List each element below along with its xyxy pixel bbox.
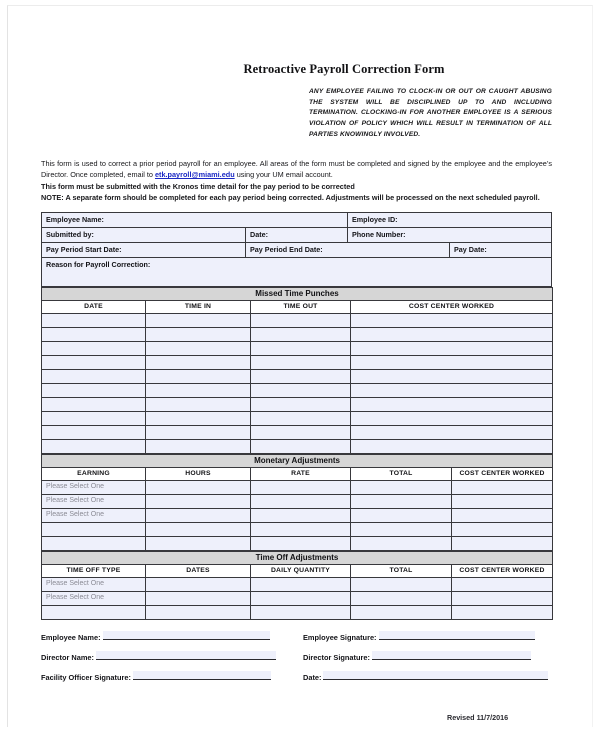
phone-number-field[interactable] xyxy=(348,227,552,242)
cell-time-in[interactable] xyxy=(146,425,251,439)
table-row xyxy=(42,313,553,327)
pay-period-start-field[interactable] xyxy=(42,242,246,257)
employee-info-table xyxy=(41,212,552,287)
cell-cost-center[interactable] xyxy=(452,508,553,522)
cell-cost-center[interactable] xyxy=(452,591,553,605)
signature-block xyxy=(41,631,552,682)
director-name-rule[interactable] xyxy=(96,651,276,660)
info-row-reason xyxy=(42,257,552,286)
table-row xyxy=(42,383,553,397)
cell-cost-center[interactable] xyxy=(351,383,553,397)
missed-time-punches-table xyxy=(41,287,553,454)
cell-cost-center[interactable] xyxy=(351,411,553,425)
cell-daily-quantity[interactable] xyxy=(251,591,351,605)
signature-row-2 xyxy=(41,651,552,662)
date-label: Date: xyxy=(250,229,268,239)
cell-date[interactable] xyxy=(42,439,146,453)
time-off-adjustments-title: Time Off Adjustments xyxy=(255,552,339,562)
cell-time-in[interactable] xyxy=(146,397,251,411)
monetary-adjustments-band-cell xyxy=(42,454,553,467)
signature-row-1 xyxy=(41,631,552,642)
director-signature-label: Director Signature: xyxy=(303,652,370,662)
col-cost-center xyxy=(351,300,553,313)
earning-select-value: Please Select One xyxy=(46,482,104,490)
cell-rate[interactable] xyxy=(251,480,351,494)
employee-name-signature-label: Employee Name: xyxy=(41,632,101,642)
table-row xyxy=(42,411,553,425)
cell-total[interactable] xyxy=(351,536,452,550)
cell-date[interactable] xyxy=(42,383,146,397)
cell-total[interactable] xyxy=(351,577,452,591)
cell-cost-center[interactable] xyxy=(351,369,553,383)
table-row xyxy=(42,522,553,536)
intro-line-2: This form must be submitted with the Kronos time detail for the pay period to be corrected xyxy=(41,181,355,191)
cell-time-in[interactable] xyxy=(146,313,251,327)
col-rate-label: RATE xyxy=(291,469,310,477)
col-earning xyxy=(42,467,146,480)
cell-date[interactable] xyxy=(42,397,146,411)
reason-field[interactable] xyxy=(42,257,552,286)
table-row xyxy=(42,341,553,355)
employee-name-label: Employee Name: xyxy=(46,214,104,224)
date-field[interactable] xyxy=(246,227,348,242)
cell-time-in[interactable] xyxy=(146,411,251,425)
cell-cost-center[interactable] xyxy=(351,327,553,341)
facility-officer-signature-label: Facility Officer Signature: xyxy=(41,672,131,682)
employee-name-signature-field[interactable] xyxy=(41,631,303,642)
time-off-adjustments-table xyxy=(41,551,553,620)
intro-line-3: NOTE: A separate form should be completed for each pay period being corrected. Adjustments will be processed on the next scheduled payroll. xyxy=(41,192,540,202)
cell-date[interactable] xyxy=(42,341,146,355)
time-off-type-select[interactable] xyxy=(42,577,146,591)
employee-id-label: Employee ID: xyxy=(352,214,398,224)
col-hours xyxy=(146,467,251,480)
cell-cost-center[interactable] xyxy=(452,605,553,619)
cell-date[interactable] xyxy=(42,425,146,439)
table-row xyxy=(42,369,553,383)
cell-time-out[interactable] xyxy=(251,411,351,425)
col-time-off-type-label: TIME OFF TYPE xyxy=(66,566,121,574)
intro-line-1-part-b: using your UM email account. xyxy=(234,170,333,180)
facility-officer-signature-rule[interactable] xyxy=(133,671,271,680)
cell-hours[interactable] xyxy=(146,508,251,522)
cell-dates[interactable] xyxy=(146,577,251,591)
cell-time-out[interactable] xyxy=(251,327,351,341)
col-time-out xyxy=(251,300,351,313)
info-row-submitted xyxy=(42,227,552,242)
cell-cost-center[interactable] xyxy=(351,397,553,411)
table-row xyxy=(42,327,553,341)
col-total xyxy=(351,564,452,577)
cell-cost-center[interactable] xyxy=(351,313,553,327)
submitted-by-field[interactable] xyxy=(42,227,246,242)
table-row xyxy=(42,439,553,453)
phone-number-label: Phone Number: xyxy=(352,229,406,239)
col-daily-quantity xyxy=(251,564,351,577)
pay-date-field[interactable] xyxy=(450,242,552,257)
pay-date-label: Pay Date: xyxy=(454,244,487,254)
col-total-label: TOTAL xyxy=(389,469,413,477)
col-time-out-label: TIME OUT xyxy=(283,302,318,310)
col-dates xyxy=(146,564,251,577)
cell-time-out[interactable] xyxy=(251,341,351,355)
col-time-off-type xyxy=(42,564,146,577)
cell-time-in[interactable] xyxy=(146,439,251,453)
table-row xyxy=(42,605,553,619)
monetary-adjustments-header-row xyxy=(42,467,553,480)
col-dates-label: DATES xyxy=(186,566,210,574)
cell-time-out[interactable] xyxy=(251,383,351,397)
missed-time-punches-header-row xyxy=(42,300,553,313)
cell-time-in[interactable] xyxy=(146,341,251,355)
col-earning-label: EARNING xyxy=(77,469,110,477)
cell-date[interactable] xyxy=(42,355,146,369)
table-row xyxy=(42,508,553,522)
earning-select[interactable] xyxy=(42,480,146,494)
cell-hours[interactable] xyxy=(146,522,251,536)
cell-time-in[interactable] xyxy=(146,355,251,369)
employee-signature-rule[interactable] xyxy=(379,631,535,640)
col-rate xyxy=(251,467,351,480)
cell-time-in[interactable] xyxy=(146,383,251,397)
pay-period-start-label: Pay Period Start Date: xyxy=(46,244,122,254)
info-row-pay-period xyxy=(42,242,552,257)
cell-time-out[interactable] xyxy=(251,313,351,327)
cell-time-out[interactable] xyxy=(251,397,351,411)
cell-time-off-type[interactable] xyxy=(42,605,146,619)
cell-daily-quantity[interactable] xyxy=(251,577,351,591)
cell-total[interactable] xyxy=(351,480,452,494)
cell-rate[interactable] xyxy=(251,508,351,522)
col-total-label: TOTAL xyxy=(389,566,413,574)
signature-date-field[interactable] xyxy=(303,671,552,682)
col-time-in-label: TIME IN xyxy=(184,302,212,310)
missed-time-punches-band-cell xyxy=(42,287,553,300)
col-date xyxy=(42,300,146,313)
col-total xyxy=(351,467,452,480)
time-off-type-select-value: Please Select One xyxy=(46,579,104,587)
pay-period-end-label: Pay Period End Date: xyxy=(250,244,323,254)
cell-total[interactable] xyxy=(351,522,452,536)
cell-time-out[interactable] xyxy=(251,369,351,383)
col-cost-center xyxy=(452,467,553,480)
employee-name-signature-rule[interactable] xyxy=(103,631,270,640)
table-row xyxy=(42,577,553,591)
cell-dates[interactable] xyxy=(146,605,251,619)
table-row xyxy=(42,425,553,439)
time-off-type-select[interactable] xyxy=(42,591,146,605)
cell-cost-center[interactable] xyxy=(351,439,553,453)
table-row xyxy=(42,494,553,508)
cell-hours[interactable] xyxy=(146,536,251,550)
intro-paragraph xyxy=(41,158,552,202)
cell-time-out[interactable] xyxy=(251,355,351,369)
cell-date[interactable] xyxy=(42,327,146,341)
missed-time-punches-title: Missed Time Punches xyxy=(255,288,339,298)
col-time-in xyxy=(146,300,251,313)
payroll-email-link[interactable]: etk.payroll@miami.edu xyxy=(154,170,235,180)
signature-row-3 xyxy=(41,671,552,682)
cell-date[interactable] xyxy=(42,411,146,425)
monetary-adjustments-title: Monetary Adjustments xyxy=(254,455,340,465)
employee-id-field[interactable] xyxy=(348,212,552,227)
table-row xyxy=(42,355,553,369)
cell-hours[interactable] xyxy=(146,494,251,508)
intro-line-1-part-a: This form is used to correct a prior period payroll for an employee. All areas of the form must be completed and signed by the employee and the employee’s Director. Once completed, email to xyxy=(41,159,552,180)
col-date-label: DATE xyxy=(84,302,103,310)
submitted-by-label: Submitted by: xyxy=(46,229,94,239)
director-name-field[interactable] xyxy=(41,651,303,662)
earning-select[interactable] xyxy=(42,494,146,508)
cell-time-out[interactable] xyxy=(251,425,351,439)
facility-officer-signature-field[interactable] xyxy=(41,671,303,682)
info-row-name xyxy=(42,212,552,227)
intro-line-1 xyxy=(41,158,552,180)
revision-note: Revised 11/7/2016 xyxy=(447,713,509,722)
cell-rate[interactable] xyxy=(251,522,351,536)
col-daily-quantity-label: DAILY QUANTITY xyxy=(270,566,331,574)
cell-cost-center[interactable] xyxy=(351,425,553,439)
reason-label: Reason for Payroll Correction: xyxy=(46,259,151,269)
cell-rate[interactable] xyxy=(251,536,351,550)
pay-period-end-field[interactable] xyxy=(246,242,450,257)
col-cost-center xyxy=(452,564,553,577)
earning-select-value: Please Select One xyxy=(46,510,104,518)
director-signature-rule[interactable] xyxy=(372,651,531,660)
time-off-adjustments-header-row xyxy=(42,564,553,577)
employee-name-field[interactable] xyxy=(42,212,348,227)
table-row xyxy=(42,397,553,411)
cell-date[interactable] xyxy=(42,313,146,327)
page-title: Retroactive Payroll Correction Form xyxy=(243,62,445,76)
form-content xyxy=(41,0,552,691)
cell-total[interactable] xyxy=(351,591,452,605)
cell-cost-center[interactable] xyxy=(452,494,553,508)
cell-cost-center[interactable] xyxy=(351,341,553,355)
cell-daily-quantity[interactable] xyxy=(251,605,351,619)
table-row xyxy=(42,536,553,550)
director-signature-field[interactable] xyxy=(303,651,552,662)
col-hours-label: HOURS xyxy=(185,469,211,477)
cell-cost-center[interactable] xyxy=(452,480,553,494)
cell-total[interactable] xyxy=(351,494,452,508)
table-row xyxy=(42,591,553,605)
monetary-adjustments-table xyxy=(41,454,553,551)
cell-cost-center[interactable] xyxy=(351,355,553,369)
missed-time-punches-band xyxy=(42,287,553,300)
cell-rate[interactable] xyxy=(251,494,351,508)
signature-date-rule[interactable] xyxy=(323,671,548,680)
cell-time-in[interactable] xyxy=(146,327,251,341)
earning-select-value: Please Select One xyxy=(46,496,104,504)
monetary-adjustments-band xyxy=(42,454,553,467)
director-name-label: Director Name: xyxy=(41,652,94,662)
earning-select[interactable] xyxy=(42,508,146,522)
policy-warning-text: ANY EMPLOYEE FAILING TO CLOCK-IN OR OUT OR CAUGHT ABUSING THE SYSTEM WILL BE DISCIPLINED UP TO AND INCLUDING TERMINATION. CLOCKING-IN FOR ANOTHER EMPLOYEE IS A SERIOUS VIOLATION OF POLICY WHICH WILL RESULT IN TERMINATION OF ALL PARTIES KNOWINGLY INVOLVED. xyxy=(309,88,552,138)
cell-earning[interactable] xyxy=(42,522,146,536)
cell-total[interactable] xyxy=(351,605,452,619)
time-off-adjustments-band-cell xyxy=(42,551,553,564)
col-cost-center-label: COST CENTER WORKED xyxy=(408,302,495,310)
cell-time-out[interactable] xyxy=(251,439,351,453)
employee-signature-label: Employee Signature: xyxy=(303,632,377,642)
signature-date-label: Date: xyxy=(303,672,322,682)
cell-cost-center[interactable] xyxy=(452,536,553,550)
col-cost-center-label: COST CENTER WORKED xyxy=(459,566,545,574)
cell-earning[interactable] xyxy=(42,536,146,550)
time-off-adjustments-band xyxy=(42,551,553,564)
cell-total[interactable] xyxy=(351,508,452,522)
cell-time-in[interactable] xyxy=(146,369,251,383)
col-cost-center-label: COST CENTER WORKED xyxy=(459,469,545,477)
cell-cost-center[interactable] xyxy=(452,577,553,591)
cell-date[interactable] xyxy=(42,369,146,383)
cell-dates[interactable] xyxy=(146,591,251,605)
time-off-type-select-value: Please Select One xyxy=(46,593,104,601)
table-row xyxy=(42,480,553,494)
employee-signature-field[interactable] xyxy=(303,631,552,642)
cell-cost-center[interactable] xyxy=(452,522,553,536)
cell-hours[interactable] xyxy=(146,480,251,494)
